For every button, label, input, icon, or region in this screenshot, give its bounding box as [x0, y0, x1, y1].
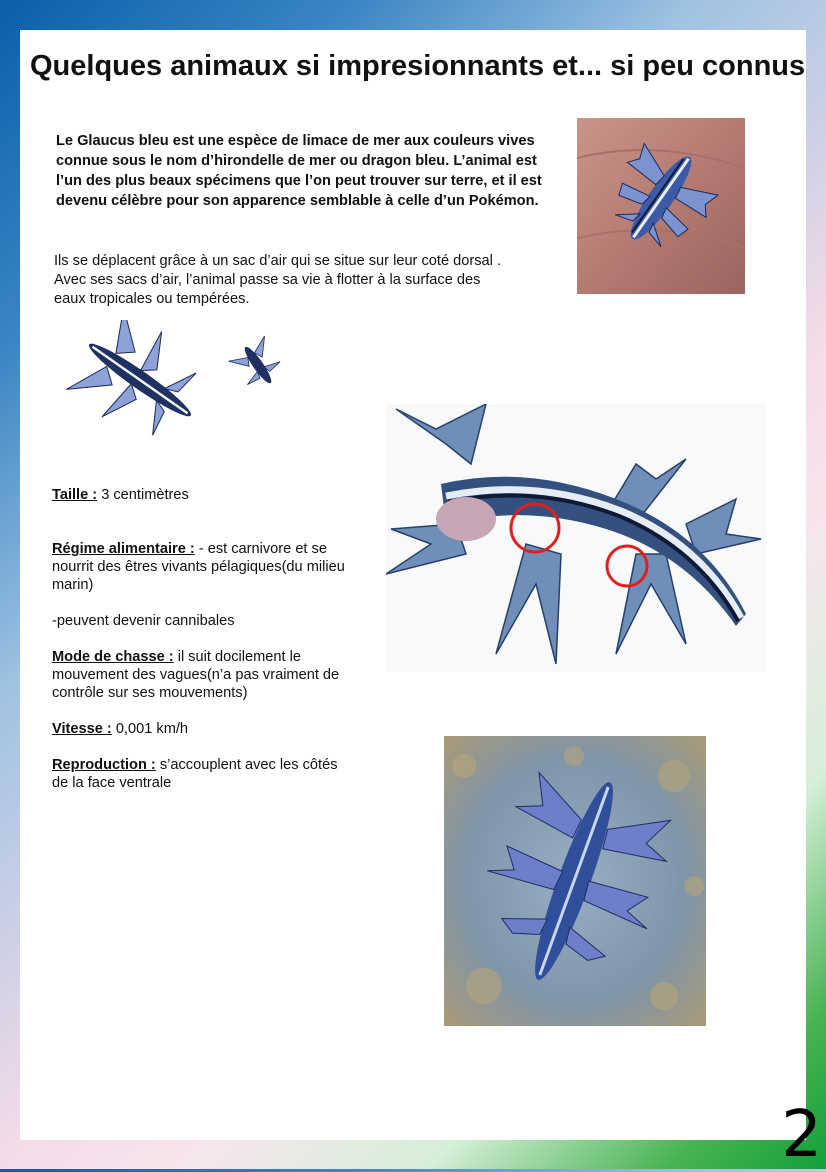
glaucus-on-hand-photo	[577, 118, 745, 294]
page-title: Quelques animaux si impresionnants et... si peu connus	[30, 50, 806, 82]
fact-chasse-value: il suit docilement le mouvement des vagues(n’a pas vraiment de contrôle sur ses mouvements)	[52, 649, 340, 701]
fact-vitesse	[52, 720, 352, 738]
fact-taille-label: Taille :	[52, 487, 98, 503]
locomotion-paragraph: Ils se déplacent grâce à un sac d’air qui se situe sur leur coté dorsal . Avec ses sacs d’air, l’animal passe sa vie à flotter à la surface des eaux tropicales ou tempérées.	[54, 253, 501, 307]
fact-vitesse-value: 0,001 km/h	[111, 721, 189, 737]
fact-taille	[52, 486, 352, 504]
fact-regime-value: - est carnivore et se nourrit des êtres vivants pélagiques(du milieu marin)	[52, 541, 345, 593]
fact-reproduction-value: s’accouplent avec les côtés de la face ventrale	[52, 757, 338, 791]
fact-regime-extra: -peuvent devenir cannibales	[52, 613, 235, 629]
fact-regime	[52, 540, 352, 594]
facts-list	[52, 486, 352, 792]
glaucus-closeup-photo	[386, 404, 766, 672]
fact-reproduction	[52, 756, 352, 792]
two-glaucus-illustration	[60, 320, 292, 452]
fact-chasse-label: Mode de chasse :	[52, 649, 174, 665]
intro-paragraph: Le Glaucus bleu est une espèce de limace de mer aux couleurs vives connue sous le nom d’hirondelle de mer ou dragon bleu. L’animal est l’un des plus beaux spécimens que l’on peut trouver sur terre, et il est devenu célèbre pour son apparence semblable à celle d’un Pokémon.	[56, 133, 542, 209]
fact-vitesse-label: Vitesse :	[52, 721, 112, 737]
fact-regime-label: Régime alimentaire :	[52, 541, 195, 557]
fact-chasse	[52, 648, 352, 702]
fact-reproduction-label: Reproduction :	[52, 757, 156, 773]
page-number: 2	[781, 1098, 822, 1172]
glaucus-on-sand-photo	[444, 736, 706, 1026]
fact-taille-value: 3 centimètres	[97, 487, 189, 503]
